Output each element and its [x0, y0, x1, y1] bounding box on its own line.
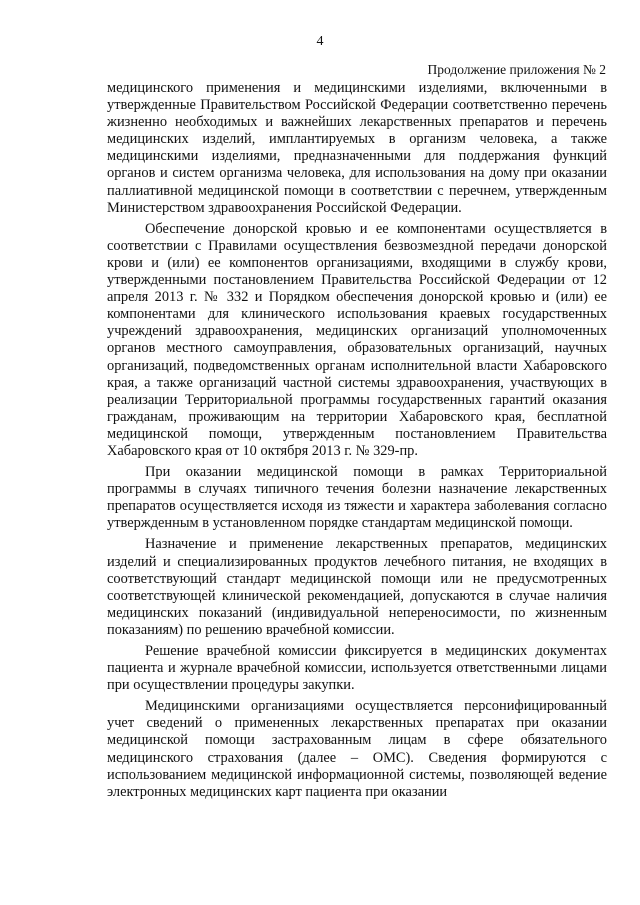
paragraph-nonstandard-drugs: Назначение и применение лекарственных препаратов, медицинских изделий и специализированных продуктов лечебного питания, не входящих в соответствующий стандарт медицинской помощи или не предусмотренных соответствующей клинической рекомендацией, допускаются в случае наличия медицинских показаний (индивидуальной непереносимости, по жизненным показаниям) по решению врачебной комиссии.: [107, 536, 607, 638]
paragraph-drug-prescription: При оказании медицинской помощи в рамках Территориальной программы в случаях типичного течения болезни назначение лекарственных препаратов осуществляется исходя из тяжести и характера заболевания согласно утвержденным в установленном порядке стандартам медицинской помощи.: [107, 464, 607, 532]
paragraph-personal-accounting: Медицинскими организациями осуществляется персонифицированный учет сведений о примененных лекарственных препаратах при оказании медицинской помощи застрахованным лицам в сфере обязательного медицинского страхования (далее – ОМС). Сведения формируются с использованием медицинской информационной системы, позволяющей ведение электронных медицинских карт пациента при оказании: [107, 698, 607, 800]
page-number: 4: [316, 34, 324, 49]
body-text: [107, 80, 607, 805]
paragraph-continuation: медицинского применения и медицинскими изделиями, включенными в утвержденные Правительством Российской Федерации соответственно перечень жизненно необходимых и важнейших лекарственных препаратов и перечень медицинских изделий, имплантируемых в организм человека, а также медицинскими изделиями, предназначенными для поддержания функций органов и систем организма человека, для использования на дому при оказании паллиативной медицинской помощи в соответствии с перечнем, утвержденным Министерством здравоохранения Российской Федерации.: [107, 80, 607, 216]
appendix-label: Продолжение приложения № 2: [427, 62, 606, 77]
paragraph-commission-decision: Решение врачебной комиссии фиксируется в медицинских документах пациента и журнале врачебной комиссии, используется ответственными лицами при осуществлении процедуры закупки.: [107, 643, 607, 694]
paragraph-donor-blood: Обеспечение донорской кровью и ее компонентами осуществляется в соответствии с Правилами осуществления безвозмездной передачи донорской крови и (или) ее компонентов организациями, входящими в службу крови, утвержденными постановлением Правительства Российской Федерации от 12 апреля 2013 г. № 332 и Порядком обеспечения донорской кровью и (или) ее компонентами для клинического использования краевых государственных учреждений здравоохранения, медицинских организаций уполномоченных органов местного самоуправления, образовательных организаций, научных организаций, подведомственных органам исполнительной власти Хабаровского края, а также организаций частной системы здравоохранения, участвующих в реализации Территориальной программы государственных гарантий оказания гражданам, проживающим на территории Хабаровского края, бесплатной медицинской помощи, утвержденным постановлением Правительства Хабаровского края от 10 октября 2013 г. № 329-пр.: [107, 220, 607, 459]
